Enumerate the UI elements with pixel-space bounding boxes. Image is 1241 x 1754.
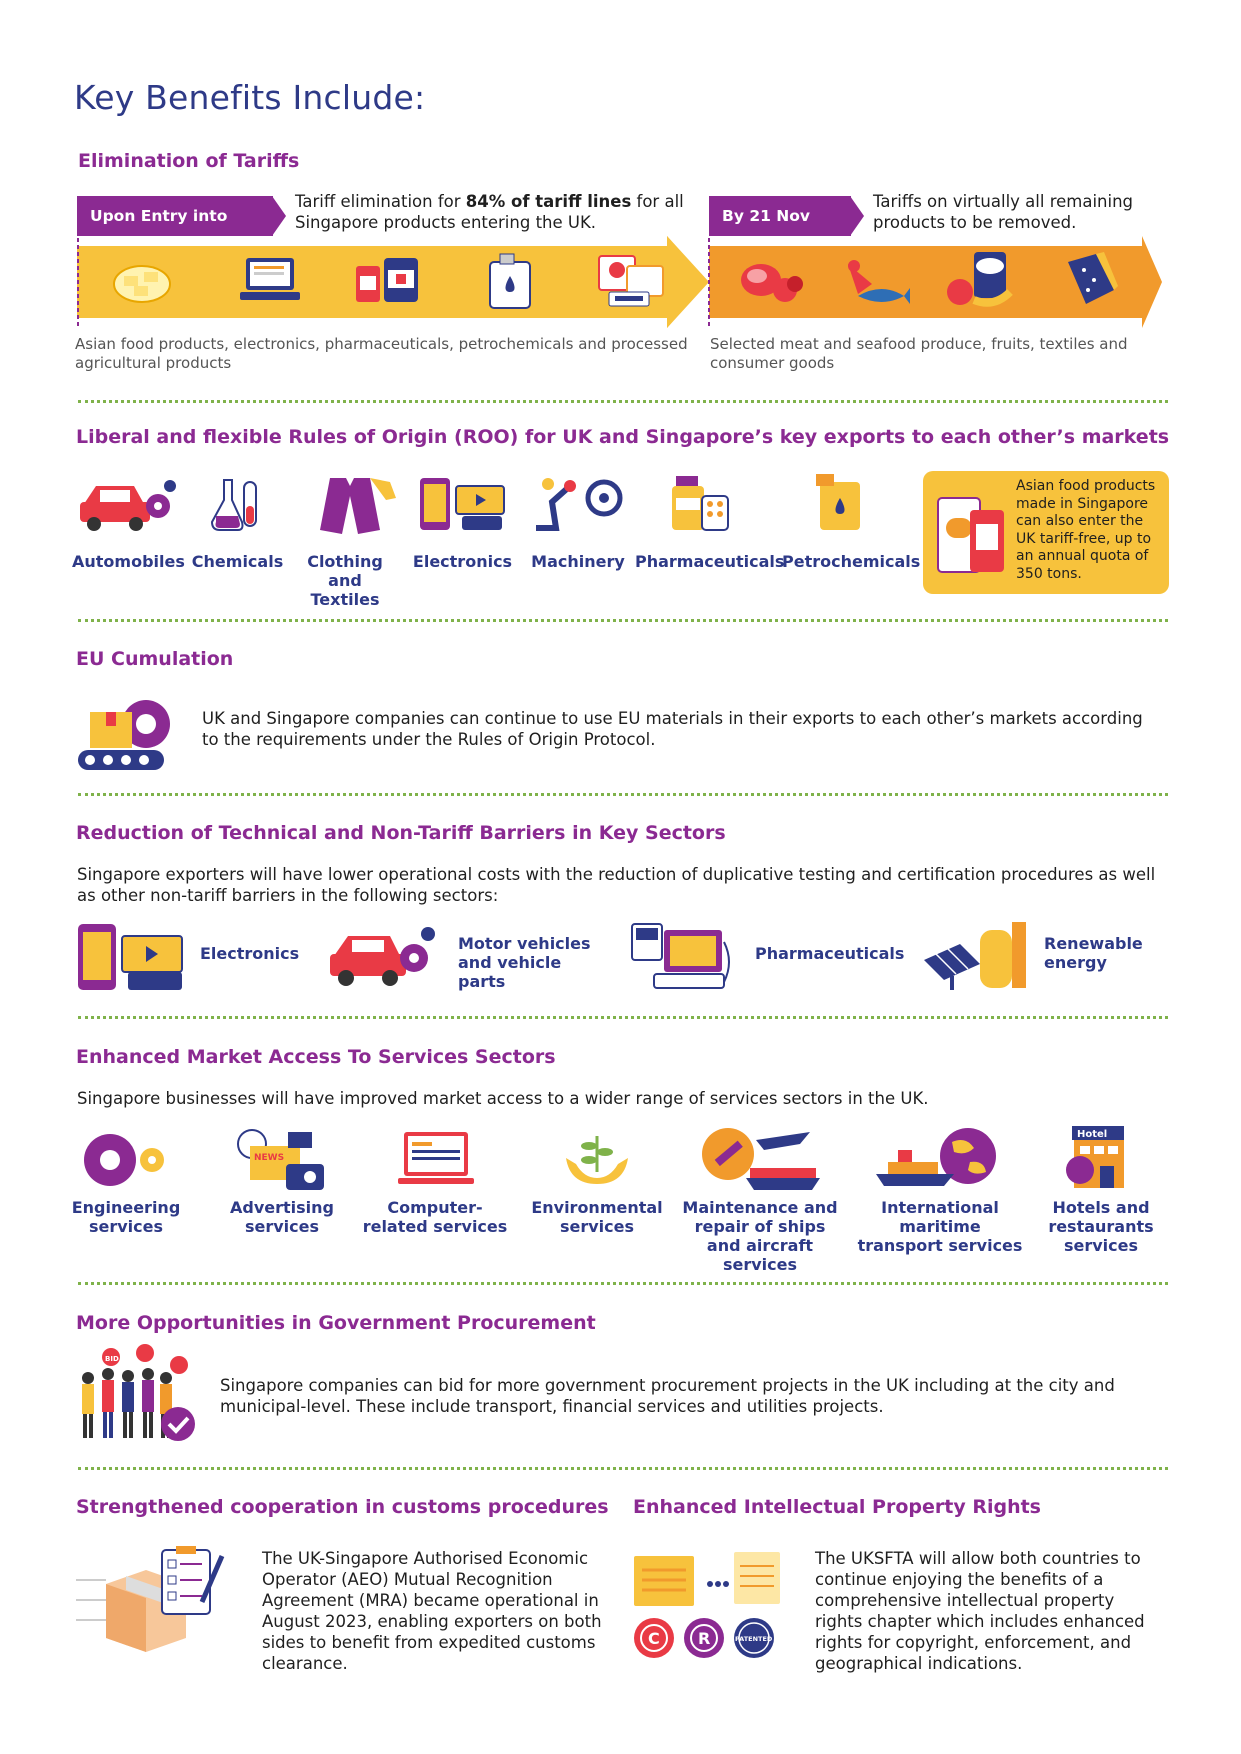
asian-food-icon [110, 254, 175, 309]
motor-vehicle-icon [328, 926, 436, 992]
service-engineering: Engineering services [71, 1198, 181, 1236]
tbt-sector-motor-vehicles: Motor vehicles and vehicle parts [458, 934, 591, 991]
service-environmental: Environmental services [531, 1198, 663, 1236]
procurement-people-icon [74, 1344, 204, 1444]
fruits-icon [944, 248, 1016, 310]
svg-text:C: C [648, 1629, 660, 1648]
news-label: NEWS [254, 1153, 285, 1163]
tbt-sector-pharmaceuticals: Pharmaceuticals [755, 944, 905, 963]
environmental-icon [564, 1128, 630, 1192]
tbt-heading: Reduction of Technical and Non-Tariff Barriers in Key Sectors [76, 822, 726, 844]
bid-label: BID [105, 1355, 119, 1363]
renewable-energy-icon [920, 920, 1030, 992]
petrochemicals-roo-icon [812, 472, 872, 534]
customs-clipboard-icon [76, 1546, 226, 1656]
meat-icon [735, 254, 805, 309]
tbt-sector-renewable: Renewable energy [1044, 934, 1143, 972]
services-heading: Enhanced Market Access To Services Sectors [76, 1046, 556, 1068]
asian-food-package-icon [936, 490, 1008, 578]
page-title: Key Benefits Include: [74, 78, 426, 117]
roo-item-electronics: Electronics [412, 552, 513, 571]
petrochemical-icon [478, 250, 540, 312]
service-advertising: Advertising services [230, 1198, 334, 1236]
stage1-text: Tariff elimination for 84% of tariff lines for all Singapore products entering the UK. [295, 192, 684, 232]
electronics-roo-icon [418, 476, 508, 534]
divider [78, 1282, 1168, 1285]
stage2-text: Tariffs on virtually all remaining products to be removed. [873, 192, 1134, 232]
services-text: Singapore businesses will have improved market access to a wider range of services sectors in the UK. [77, 1089, 929, 1108]
stage2-tag: By 21 Nov [709, 196, 851, 236]
processed-agri-icon [597, 254, 669, 310]
automobile-icon [78, 478, 176, 534]
engineering-icon [82, 1130, 168, 1192]
divider [78, 619, 1168, 622]
maintenance-icon [700, 1124, 820, 1192]
roo-item-petrochemicals: Petrochemicals [782, 552, 921, 571]
stage1-caption: Asian food products, electronics, pharmaceuticals, petrochemicals and processed agricultural products [75, 335, 688, 372]
textiles-icon [1060, 250, 1120, 310]
divider [78, 793, 1168, 796]
machinery-icon [526, 472, 624, 534]
conveyor-icon [76, 694, 176, 774]
advertising-icon [232, 1128, 328, 1194]
ip-text: The UKSFTA will allow both countries to continue enjoying the benefits of a comprehensive intellectual property rights chapter which includes enhanced rights for copyright, enforcement, and geographical indications. [815, 1549, 1145, 1673]
tariffs-heading: Elimination of Tariffs [78, 150, 300, 172]
tbt-text: Singapore exporters will have lower operational costs with the reduction of duplicative testing and certification procedures as well as other non-tariff barriers in the following sectors: [77, 865, 1156, 905]
seafood-icon [838, 254, 910, 309]
service-maintenance: Maintenance and repair of ships and aircraft services [682, 1198, 838, 1274]
pharmaceuticals-roo-icon [668, 472, 732, 534]
svg-text:R: R [698, 1629, 711, 1648]
chemicals-icon [208, 476, 264, 534]
stage1-tag-arrow [272, 196, 286, 236]
electronics-sector-icon [76, 922, 188, 992]
roo-heading: Liberal and flexible Rules of Origin (ROO) for UK and Singapore’s key exports to each other’s markets [76, 426, 1170, 448]
ip-documents-icon [634, 1552, 784, 1664]
eu-heading: EU Cumulation [76, 648, 234, 670]
patented-label: PATENTED [735, 1635, 773, 1643]
procurement-text: Singapore companies can bid for more government procurement projects in the UK including at the city and municipal-level. These include transport, financial services and utilities projects. [220, 1376, 1115, 1416]
electronics-icon [238, 254, 303, 309]
divider [78, 400, 1168, 403]
customs-heading: Strengthened cooperation in customs procedures [76, 1496, 609, 1518]
roo-item-machinery: Machinery [531, 552, 625, 571]
stage2-tag-arrow [850, 196, 864, 236]
hotel-icon [1064, 1122, 1132, 1192]
computer-icon [398, 1130, 474, 1190]
roo-item-clothing: Clothing and Textiles [307, 552, 383, 609]
divider [78, 1016, 1168, 1019]
hotel-label: Hotel [1077, 1129, 1108, 1140]
service-computer: Computer-related services [362, 1198, 508, 1236]
roo-item-pharmaceuticals: Pharmaceuticals [635, 552, 785, 571]
roo-item-automobiles: Automobiles [72, 552, 185, 571]
stage2-caption: Selected meat and seafood produce, fruits, textiles and consumer goods [710, 335, 1128, 372]
stage1-tag: Upon Entry into [77, 196, 273, 236]
quota-note: Asian food products made in Singapore can also enter the UK tariff-free, up to an annual quota of 350 tons. [1016, 478, 1156, 582]
procurement-heading: More Opportunities in Government Procurement [76, 1312, 596, 1334]
service-maritime: International maritime transport services [857, 1198, 1023, 1255]
maritime-transport-icon [874, 1126, 998, 1192]
pharma-equipment-icon [630, 922, 736, 992]
clothing-icon [310, 476, 396, 536]
divider [78, 1467, 1168, 1470]
ip-heading: Enhanced Intellectual Property Rights [633, 1496, 1041, 1518]
customs-text: The UK-Singapore Authorised Economic Operator (AEO) Mutual Recognition Agreement (MRA) became operational in August 2023, enabling exporters on both sides to benefit from expedited customs clearance. [262, 1549, 602, 1673]
eu-text: UK and Singapore companies can continue to use EU materials in their exports to each other’s markets according to the requirements under the Rules of Origin Protocol. [202, 709, 1143, 749]
pharmaceutical-icon [352, 252, 424, 310]
tbt-sector-electronics: Electronics [200, 944, 300, 963]
roo-item-chemicals: Chemicals [191, 552, 284, 571]
service-hotels: Hotels and restaurants services [1048, 1198, 1154, 1255]
